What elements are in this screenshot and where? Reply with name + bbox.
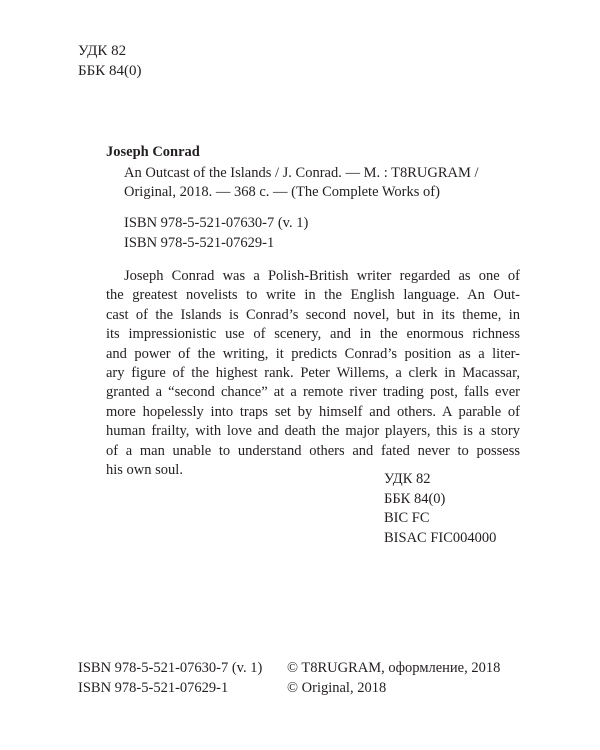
udk-code: УДК 82 (384, 471, 431, 487)
bibliographic-entry (106, 164, 520, 203)
annotation-line: human frailty, with love and death the major players, this is a story (106, 423, 520, 440)
bic-code: BIC FC (384, 510, 430, 526)
annotation-line: ary figure of the highest rank. Peter Willems, a clerk in Macassar, (106, 365, 520, 382)
isbn-volume: ISBN 978-5-521-07630-7 (v. 1) (124, 215, 309, 231)
annotation-line: and power of the writing, it predicts Conrad’s position as a liter- (106, 345, 520, 362)
annotation-line: more hopelessly into traps set by himself and others. A parable of (106, 403, 520, 420)
bibliographic-record (106, 143, 520, 203)
bbk-code: ББК 84(0) (384, 490, 446, 507)
annotation-paragraph (106, 267, 520, 480)
annotation-line: of a man unable to understand others and fated never to possess (106, 442, 520, 459)
isbn-set: ISBN 978-5-521-07629-1 (124, 234, 275, 251)
classification-codes-top (78, 42, 141, 81)
bbk-code: ББК 84(0) (78, 62, 142, 79)
isbn-list-top (124, 214, 308, 253)
bisac-code: BISAC FIC004000 (384, 529, 497, 546)
annotation-line: his own soul. (106, 462, 183, 479)
isbn-set: ISBN 978-5-521-07629-1 (78, 679, 229, 696)
annotation-line: Joseph Conrad was a Polish-British writer regarded as one of (124, 268, 520, 284)
classification-codes-bottom (384, 470, 496, 548)
copyright-design: © T8RUGRAM, оформление, 2018 (287, 660, 501, 676)
annotation-line: the greatest novelists to write in the English language. An Out- (106, 287, 520, 304)
annotation-line: cast of the Islands is Conrad’s second novel, but in its theme, in (106, 306, 520, 323)
entry-line: An Outcast of the Islands / J. Conrad. — M. : T8RUGRAM / (124, 164, 479, 181)
entry-line: Original, 2018. — 368 c. — (The Complete Works of) (124, 184, 440, 200)
author-name: Joseph Conrad (106, 144, 200, 160)
copyright-original: © Original, 2018 (287, 679, 387, 696)
udk-code: УДК 82 (78, 43, 127, 59)
isbn-volume: ISBN 978-5-521-07630-7 (v. 1) (78, 660, 263, 676)
footer-isbn-list (78, 659, 262, 698)
footer-copyright (287, 659, 500, 698)
annotation-line: granted a “second chance” at a remote river trading post, falls ever (106, 384, 520, 401)
annotation-line: its impressionistic use of scenery, and in the enormous richness (106, 326, 520, 343)
